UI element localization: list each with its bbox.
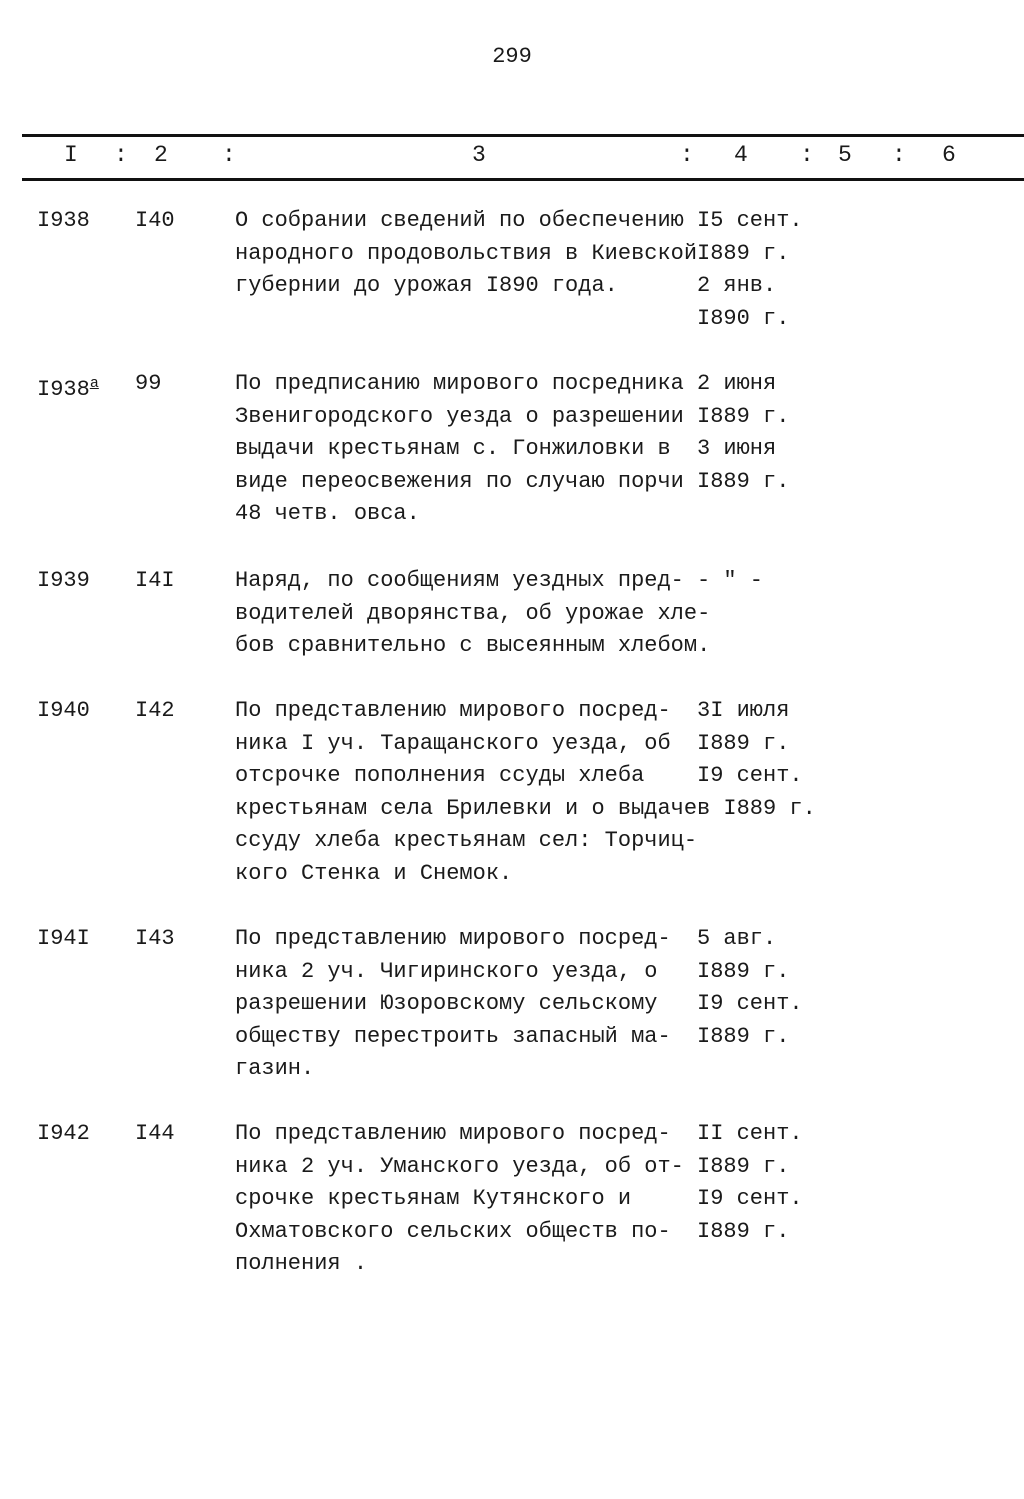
item-dates bbox=[697, 695, 816, 825]
item-number-text: I942 bbox=[37, 1121, 90, 1146]
date-line: I9 сент. bbox=[697, 991, 803, 1017]
title-line: ника 2 уч. Уманского уезда, об от- bbox=[235, 1153, 684, 1179]
old-number: I40 bbox=[135, 208, 175, 233]
date-line: I889 г. bbox=[697, 1023, 790, 1049]
title-line: выдачи крестьянам с. Гонжиловки в bbox=[235, 436, 671, 462]
date-line: в I889 г. bbox=[697, 795, 816, 821]
item-dates bbox=[697, 1118, 803, 1248]
col-header-4: 4 bbox=[734, 142, 748, 168]
title-line: отсрочке пополнения ссуды хлеба bbox=[235, 763, 645, 789]
col-header-3: 3 bbox=[472, 142, 486, 168]
title-line: кого Стенка и Снемок. bbox=[235, 860, 513, 886]
title-line: срочке крестьянам Кутянского и bbox=[235, 1186, 632, 1212]
col-separator: : bbox=[114, 142, 128, 168]
item-title bbox=[235, 205, 697, 303]
date-line: I889 г. bbox=[697, 958, 790, 984]
item-number bbox=[37, 565, 90, 598]
col-header-6: 6 bbox=[942, 142, 956, 168]
title-line: Наряд, по сообщениям уездных пред- bbox=[235, 568, 684, 593]
old-number: I43 bbox=[135, 926, 175, 951]
item-dates bbox=[697, 565, 763, 598]
date-line: II сент. bbox=[697, 1121, 803, 1146]
item-number-text: I938 bbox=[37, 208, 90, 233]
item-title bbox=[235, 923, 671, 1086]
title-line: обществу перестроить запасный ма- bbox=[235, 1023, 671, 1049]
header-top-rule bbox=[22, 134, 1024, 137]
item-number-text: I94I bbox=[37, 926, 90, 951]
date-line: I889 г. bbox=[697, 1218, 790, 1244]
date-line: 3I июля bbox=[697, 698, 790, 723]
col-header-2: 2 bbox=[154, 142, 168, 168]
item-title bbox=[235, 368, 684, 531]
title-line: ника 2 уч. Чигиринского уезда, о bbox=[235, 958, 658, 984]
title-line: 48 четв. овса. bbox=[235, 501, 420, 527]
item-number-text: I940 bbox=[37, 698, 90, 723]
date-line: I889 г. bbox=[697, 240, 790, 266]
title-line: бов сравнительно с высеянным хлебом. bbox=[235, 633, 711, 659]
col-separator: : bbox=[800, 142, 814, 168]
date-line: I5 сент. bbox=[697, 208, 803, 233]
date-line: - " - bbox=[697, 568, 764, 593]
date-line: I9 сент. bbox=[697, 1186, 803, 1212]
title-line: полнения . bbox=[235, 1251, 368, 1277]
title-line: О собрании сведений по обеспечению bbox=[235, 208, 684, 233]
item-dates bbox=[697, 923, 803, 1053]
item-title bbox=[235, 565, 710, 663]
title-line: разрешении Юзоровскому сельскому bbox=[235, 991, 658, 1017]
col-header-5: 5 bbox=[838, 142, 852, 168]
title-line: ника I уч. Таращанского уезда, об bbox=[235, 730, 671, 756]
item-title bbox=[235, 1118, 684, 1281]
title-line: газин. bbox=[235, 1056, 315, 1082]
old-number: 99 bbox=[135, 371, 162, 396]
item-title bbox=[235, 695, 697, 891]
old-number: I44 bbox=[135, 1121, 175, 1146]
title-line: водителей дворянства, об урожае хле- bbox=[235, 600, 711, 626]
date-line: I889 г. bbox=[697, 468, 790, 494]
title-line: По предписанию мирового посредника bbox=[235, 371, 684, 396]
col-separator: : bbox=[680, 142, 694, 168]
date-line: I9 сент. bbox=[697, 763, 803, 789]
header-bottom-rule bbox=[22, 178, 1024, 181]
date-line: I890 г. bbox=[697, 305, 790, 331]
old-number: I4I bbox=[135, 568, 175, 593]
item-number-text: I939 bbox=[37, 568, 90, 593]
item-number bbox=[37, 368, 99, 401]
date-line: 2 янв. bbox=[697, 273, 777, 299]
page-number: 299 bbox=[492, 44, 532, 69]
title-line: губернии до урожая I890 года. bbox=[235, 273, 618, 299]
title-line: народного продовольствия в Киевской bbox=[235, 240, 698, 266]
item-number-suffix: а bbox=[89, 375, 99, 392]
item-number-text: I938 bbox=[37, 377, 90, 402]
title-line: По представлению мирового посред- bbox=[235, 698, 671, 723]
title-line: Звенигородского уезда о разрешении bbox=[235, 403, 684, 429]
item-dates bbox=[697, 368, 789, 498]
title-line: виде переосвежения по случаю порчи bbox=[235, 468, 684, 494]
col-header-1: I bbox=[64, 142, 78, 168]
title-line: По представлению мирового посред- bbox=[235, 926, 671, 951]
date-line: I889 г. bbox=[697, 1153, 790, 1179]
date-line: 2 июня bbox=[697, 371, 777, 396]
title-line: Охматовского сельских обществ по- bbox=[235, 1218, 671, 1244]
item-number bbox=[37, 695, 90, 728]
title-line: крестьянам села Брилевки и о выдаче bbox=[235, 795, 698, 821]
date-line: 5 авг. bbox=[697, 926, 777, 951]
col-separator: : bbox=[892, 142, 906, 168]
item-number bbox=[37, 205, 90, 238]
date-line: I889 г. bbox=[697, 403, 790, 429]
date-line: 3 июня bbox=[697, 436, 777, 462]
old-number: I42 bbox=[135, 698, 175, 723]
item-number bbox=[37, 1118, 90, 1151]
item-dates bbox=[697, 205, 803, 335]
title-line: ссуду хлеба крестьянам сел: Торчиц- bbox=[235, 828, 698, 854]
title-line: По представлению мирового посред- bbox=[235, 1121, 671, 1146]
col-separator: : bbox=[222, 142, 236, 168]
date-line: I889 г. bbox=[697, 730, 790, 756]
item-number bbox=[37, 923, 90, 956]
